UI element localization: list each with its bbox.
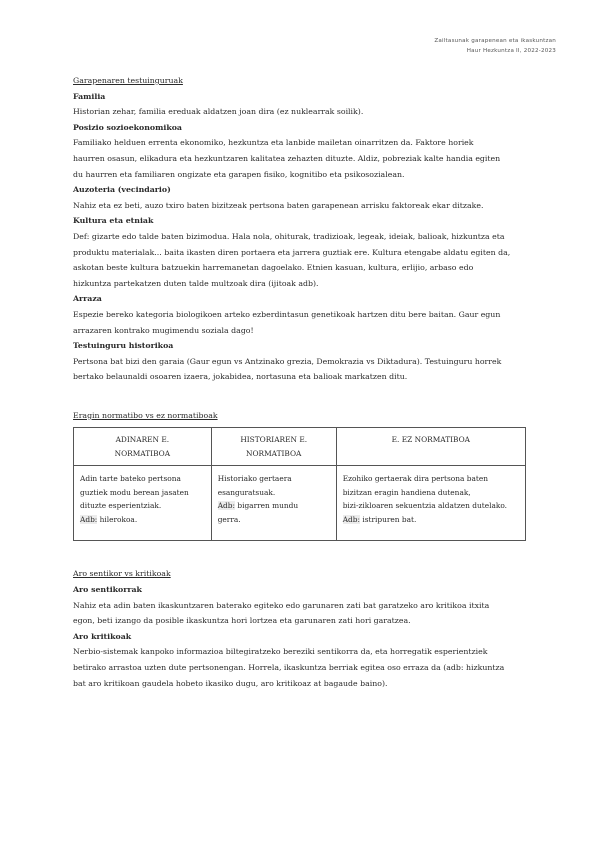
paragraph-arraza-line: arrazaren kontrako mugimendu soziala dago!	[73, 325, 254, 335]
example-label: Adb:	[342, 514, 360, 524]
heading-familia: Familia	[73, 91, 106, 101]
section-title-aroa: Aro sentikor vs kritikoak	[73, 569, 171, 579]
paragraph-kultura-line: produktu materialak... baita ikasten diren portaera eta jarrera guztiak ere. Kultura etengabe aldatu egiten da,	[73, 247, 511, 257]
paragraph-auzoteria: Nahiz eta ez beti, auzo txiro baten bizitzeak pertsona baten garapenean arrisku faktoreak ekar ditzake.	[73, 200, 484, 210]
comparison-table	[73, 427, 526, 541]
paragraph-kritikoak-line: betirako arrastoa uzten dute pertsonengan. Horrela, ikaskuntza berriak egitea oso erraza da (adb: hizkuntza	[73, 663, 505, 673]
table-cell-historia: Historiako gertaera esanguratsuak. Adb: bigarren mundu gerra.	[211, 466, 336, 541]
table-header-ez-normatiboa: E. EZ NORMATIBOA	[336, 428, 525, 466]
paragraph-sentikorrak-line: egon, beti izango da posible ikaskuntza hori lortzea eta garunaren zati hori garatzea.	[73, 616, 411, 626]
heading-auzoteria: Auzoteria (vecindario)	[73, 185, 171, 195]
table-cell-ez-normatiboa: Ezohiko gertaerak dira pertsona baten bizitzan eragin handiena dutenak, bizi-zikloaren sekuentzia aldatzen dutelako. Adb: istripuren bat.	[336, 466, 525, 541]
document-header	[434, 37, 556, 56]
paragraph-posizioa-line: Familiako helduen errenta ekonomiko, hezkuntza eta lanbide mailetan oinarritzen da. Faktore horiek	[73, 138, 474, 148]
example-label: Adb:	[80, 514, 98, 524]
paragraph-testuingurua-line: bertako belaunaldi osoaren izaera, jokabidea, nortasuna eta balioak markatzen ditu.	[73, 372, 408, 382]
heading-posizioa: Posizio sozioekonomikoa	[73, 122, 182, 132]
paragraph-kritikoak-line: bat aro kritikoan gaudela hobeto ikasiko dugu, aro kritikoaz at bagaude baino).	[73, 678, 388, 688]
paragraph-posizioa-line: du haurren eta familiaren ongizate eta garapen fisiko, kognitibo eta psikosozialean.	[73, 169, 405, 179]
header-course-year: Haur Hezkuntza II, 2022-2023	[466, 47, 556, 54]
paragraph-familia: Historian zehar, familia ereduak aldatzen joan dira (ez nuklearrak soilik).	[73, 107, 364, 117]
table-header-row	[74, 428, 526, 466]
section-spacer	[73, 541, 533, 566]
paragraph-sentikorrak-line: Nahiz eta adin baten ikaskuntzaren baterako egiteko edo garunaren zati bat garatzeko aro kritikoa itxita	[73, 600, 490, 610]
paragraph-arraza-line: Espezie bereko kategoria biologikoen arteko ezberdintasun genetikoak hartzen ditu bere baitan. Gaur egun	[73, 309, 501, 319]
heading-kultura: Kultura eta etniak	[73, 216, 154, 226]
section-spacer	[73, 385, 533, 408]
paragraph-kultura-line: Def: gizarte edo talde baten bizimodua. Hala nola, ohiturak, tradizioak, legeak, ideiak, balioak, hizkuntza eta	[73, 231, 505, 241]
table-cell-adina: Adin tarte bateko pertsona guztiek modu berean jasaten dituzte esperientziak. Adb: hilerokoa.	[74, 466, 212, 541]
heading-aro-sentikorrak: Aro sentikorrak	[73, 585, 142, 595]
table-header-historia: HISTORIAREN E. NORMATIBOA	[211, 428, 336, 466]
table-header-adina: ADINAREN E. NORMATIBOA	[74, 428, 212, 466]
document-body	[73, 73, 533, 691]
paragraph-kultura-line: askotan beste kultura batzuekin harremanetan dagoelako. Etnien kasuan, kultura, erlijio, arbaso edo	[73, 263, 474, 273]
heading-aro-kritikoak: Aro kritikoak	[73, 631, 132, 641]
heading-arraza: Arraza	[73, 294, 102, 304]
table-row	[74, 466, 526, 541]
section-title-eragina: Eragin normatibo vs ez normatiboak	[73, 410, 218, 420]
heading-testuingurua: Testuinguru historikoa	[73, 341, 174, 351]
paragraph-testuingurua-line: Pertsona bat bizi den garaia (Gaur egun vs Antzinako grezia, Demokrazia vs Diktadura). Testuinguru horrek	[73, 356, 502, 366]
header-course-title: Zailtasunak garapenean eta ikaskuntzan	[434, 38, 556, 44]
paragraph-posizioa-line: haurren osasun, elikadura eta hezkuntzaren kalitatea zehazten dituzte. Aldiz, pobreziak kalte handia egiten	[73, 153, 501, 163]
section-title-garapena: Garapenaren testuinguruak	[73, 76, 183, 85]
paragraph-kultura-line: hizkuntza partekatzen duten talde multzoak dira (ijitoak adb).	[73, 278, 319, 288]
example-label: Adb:	[217, 501, 235, 511]
paragraph-kritikoak-line: Nerbio-sistemak kanpoko informazioa biltegiratzeko bereziki sentikorra da, eta horregatik esperientziek	[73, 647, 488, 657]
